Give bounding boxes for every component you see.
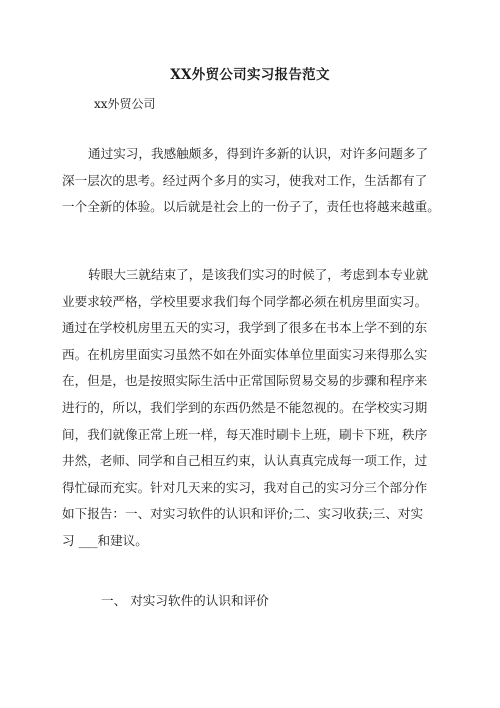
document-title: XX外贸公司实习报告范文 [170,67,330,83]
paragraph-2-line: 西。在机房里面实习虽然不如在外面实体单位里面实习来得那么实 [62,346,428,362]
document-subtitle: xx外贸公司 [94,97,156,111]
paragraph-2-line: 进行的，所以，我们学到的东西仍然是不能忽视的。在学校实习期 [62,399,428,415]
paragraph-2-line: 得忙碌而充实。针对几天来的实习，我对自己的实习分三个部分作 [62,479,428,495]
paragraph-2-line: 在，但是，也是按照实际生活中正常国际贸易交易的步骤和程序来 [62,373,428,389]
paragraph-2-line: 如下报告：一、对实习软件的认识和评价;二、实习收获;三、对实 [62,506,424,522]
paragraph-2-line: 通过在学校机房里五天的实习，我学到了很多在书本上学不到的东 [62,320,428,336]
paragraph-2 [62,262,440,555]
paragraph-1-line: 深一层次的思考。经过两个多月的实习，使我对工作，生活都有了 [62,172,428,188]
paragraph-2-line: 井然，老师、同学和自己相互约束，认认真真完成每一项工作，过 [62,453,428,469]
paragraph-2-line: 习 ___和建议。 [62,532,148,548]
paragraph-1 [62,141,440,221]
paragraph-2-line: 业要求较严格，学校里要求我们每个同学都必须在机房里面实习。 [62,293,428,309]
section-heading: 一、 对实习软件的认识和评价 [101,593,269,608]
paragraph-1-line: 通过实习，我感触颇多，得到许多新的认识，对许多问题多了 [88,146,429,161]
paragraph-1-line: 一个全新的体验。以后就是社会上的一份子了，责任也将越来越重。 [62,199,440,215]
paragraph-2-line: 间，我们就像正常上班一样，每天准时刷卡上班，刷卡下班，秩序 [62,426,428,442]
paragraph-2-line: 转眼大三就结束了，是该我们实习的时候了，考虑到本专业就 [88,267,429,282]
